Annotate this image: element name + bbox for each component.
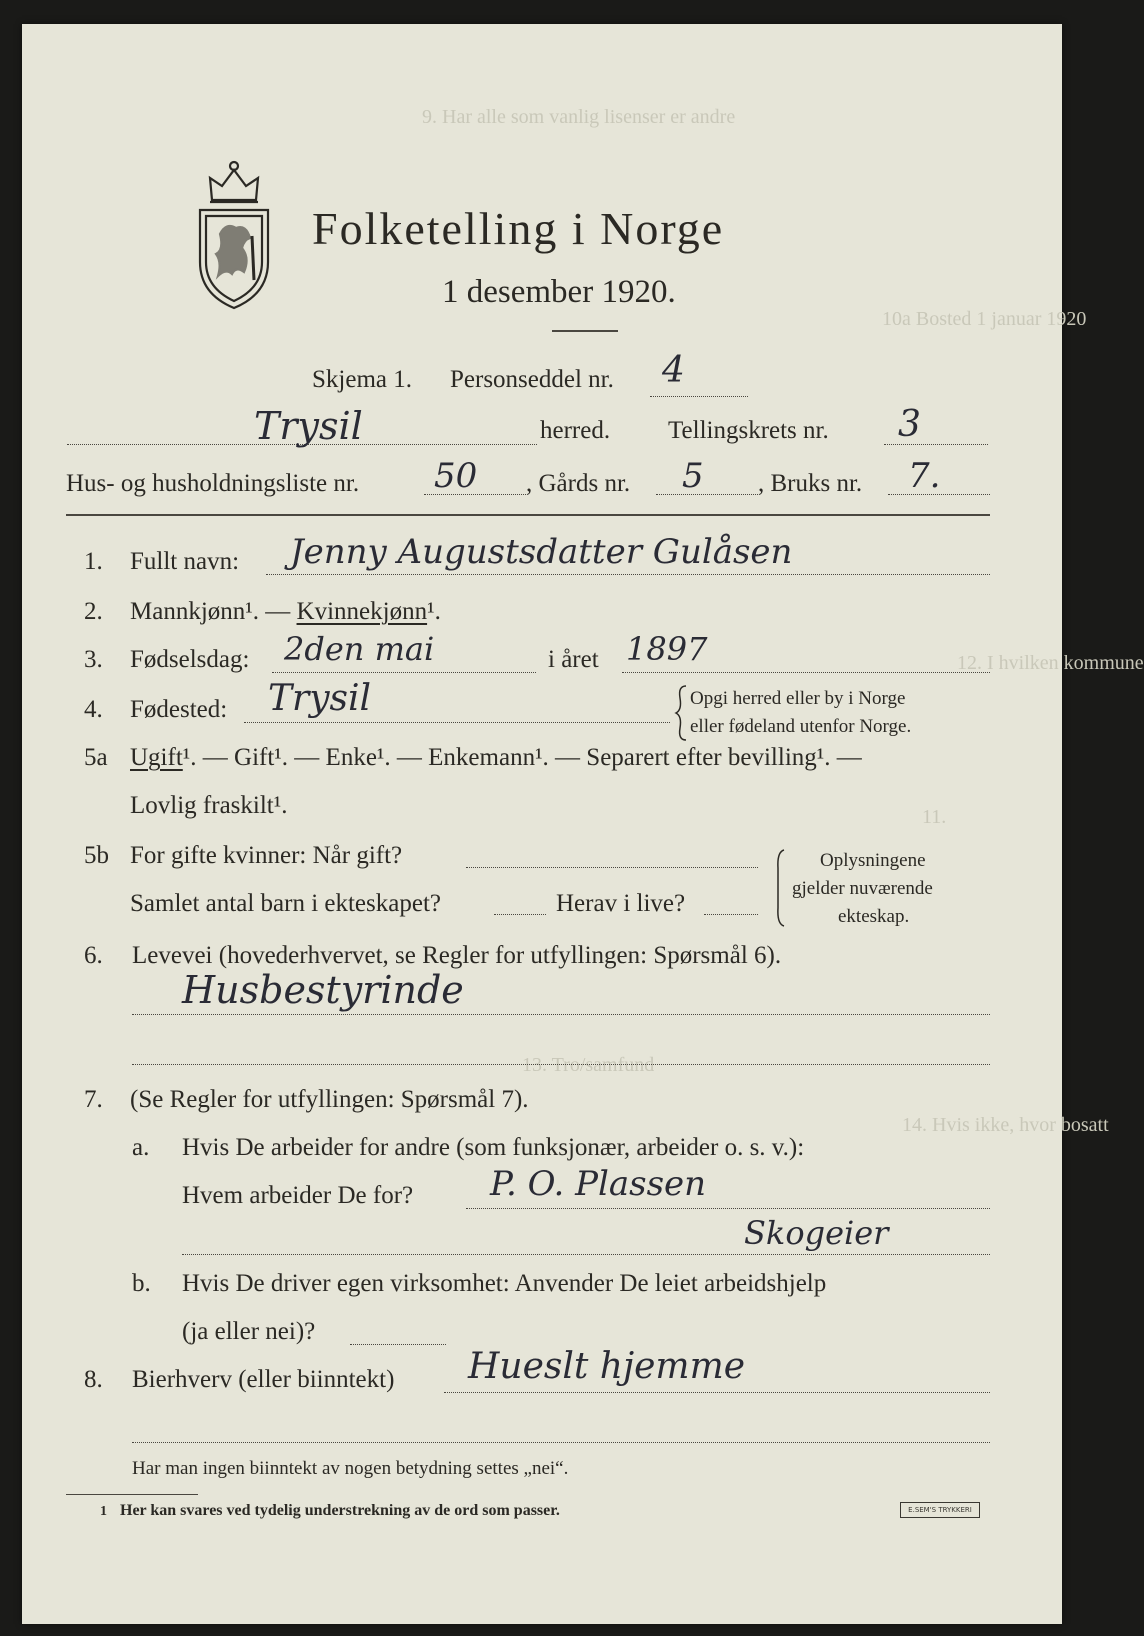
footnote-divider: [66, 1494, 198, 1495]
q8-label: Bierhverv (eller biinntekt): [132, 1366, 395, 1393]
employer-value[interactable]: P. O. Plassen: [490, 1164, 707, 1204]
year-label: i året: [548, 646, 599, 673]
female-option-underlined[interactable]: Kvinnekjønn: [296, 598, 428, 625]
section-divider: [66, 514, 990, 516]
side-income-value[interactable]: Hueslt hjemme: [468, 1346, 746, 1387]
q3-number: 3.: [84, 646, 103, 673]
printer-stamp: E.SEM'S TRYKKERI: [900, 1502, 980, 1518]
herred-value[interactable]: Trysil: [254, 404, 363, 448]
q1-number: 1.: [84, 548, 103, 575]
q6-label: Levevei (hovederhvervet, se Regler for utfyllingen: Spørsmål 6).: [132, 942, 782, 969]
divorced-option[interactable]: Lovlig fraskilt¹.: [130, 792, 288, 819]
q7b-line2: (ja eller nei)?: [182, 1318, 316, 1345]
gards-label: , Gårds nr.: [526, 470, 631, 497]
q7a-letter: a.: [132, 1134, 150, 1161]
q7a-line1: Hvis De arbeider for andre (som funksjonær, arbeider o. s. v.):: [182, 1134, 805, 1161]
q5b-note-1: Oplysningene: [820, 850, 926, 871]
page-title: Folketelling i Norge: [312, 203, 725, 254]
bleed-text-6: 14. Hvis ikke, hvor bosatt: [902, 1114, 1109, 1136]
q7b-line1: Hvis De driver egen virksomhet: Anvender De leiet arbeidshjelp: [182, 1270, 827, 1297]
bruks-value[interactable]: 7.: [908, 456, 941, 496]
birthplace-value[interactable]: Trysil: [268, 678, 372, 719]
marital-options[interactable]: ¹. — Gift¹. — Enke¹. — Enkemann¹. — Separert efter bevilling¹. —: [182, 744, 862, 771]
birthplace-note-1: Opgi herred eller by i Norge: [690, 688, 906, 709]
q5b-note-3: ekteskap.: [838, 906, 910, 927]
q7-number: 7.: [84, 1086, 103, 1113]
q5b-note-2: gjelder nuværende: [792, 878, 933, 899]
employer-title-value[interactable]: Skogeier: [744, 1214, 889, 1252]
q7b-letter: b.: [132, 1270, 151, 1297]
hus-value[interactable]: 50: [434, 456, 478, 496]
personseddel-value[interactable]: 4: [662, 350, 685, 391]
personseddel-label: Personseddel nr.: [450, 366, 614, 393]
skjema-label: Skjema 1.: [312, 366, 412, 393]
full-name-value[interactable]: Jenny Augustsdatter Gulåsen: [290, 532, 793, 572]
hus-label: Hus- og husholdningsliste nr.: [66, 470, 360, 497]
q2-number: 2.: [84, 598, 103, 625]
census-date: 1 desember 1920.: [442, 274, 676, 310]
footnote-number: 1: [100, 1504, 107, 1519]
gards-value[interactable]: 5: [682, 456, 704, 496]
bleed-text-1: 9. Har alle som vanlig lisenser er andre: [422, 106, 736, 128]
census-form: 9. Har alle som vanlig lisenser er andre 10a Bosted 1 januar 1920 11. 12. I hvilken kommune 13. Tro/samfund 14. Hvis ikke, hvor bosatt Folketelling i Norge 1 desember 1920. Skjema 1. Personseddel nr. 4 Trysil herred. Tellingskrets nr. 3 Hus- og husholdningsliste nr. 50 , Gårds nr. 5 , Bruks nr. 7. 1. Fullt navn: Jenny Augustsdatter Gulåsen 2. Mannkjønn¹. — Kvinnekjønn¹. 3. Fødselsdag: 2den mai i året 1897 4. Fødested: Trysil Opgi herred eller by i Norge eller fødeland utenfor Norge. 5a Ugift¹. — Gift¹. — Enke¹. — Enkemann¹. — Separert efter bevilling¹. — Lovlig fraskilt¹. 5b For gifte kvinner: Når gift? Samlet antal barn i ekteskapet? Herav i live? Oplysningene gjelder nuværende ekteskap. 6. Levevei (hovederhvervet, se Regler for utfyllingen: Spørsmål 6). Husbestyrinde 7. (Se Regler for utfyllingen: Spørsmål 7). a. Hvis De arbeider for andre (som funksjonær, arbeider o. s. v.): Hvem arbeider De for? P. O. Plassen Skogeier b. Hvis De driver egen virksomhet: Anvender De leiet arbeidshjelp (ja eller nei)? 8. Bierhverv (eller biinntekt) Hueslt hjemme Har man ingen biinntekt av nogen betydning settes „nei“. 1 Her kan svares ved tydelig understrekning av de ord som passer. E.SEM'S TRYKKERI: [22, 24, 1062, 1624]
unmarried-option-underlined[interactable]: Ugift: [130, 744, 183, 771]
bleed-text-2: 10a Bosted 1 januar 1920: [882, 308, 1087, 330]
q5b-line1: For gifte kvinner: Når gift?: [130, 842, 403, 869]
coat-of-arms-icon: [192, 158, 276, 310]
tellingskrets-value[interactable]: 3: [898, 404, 921, 445]
bleed-text-3: 11.: [922, 806, 947, 828]
birth-year-value[interactable]: 1897: [626, 630, 708, 668]
brace-icon: [774, 848, 786, 928]
title-divider: [552, 330, 618, 332]
q7-label: (Se Regler for utfyllingen: Spørsmål 7).: [130, 1086, 529, 1113]
occupation-value[interactable]: Husbestyrinde: [182, 968, 464, 1012]
footnote-text: Her kan svares ved tydelig understrekning av de ord som passer.: [120, 1502, 560, 1519]
q5b-children-label: Samlet antal barn i ekteskapet?: [130, 890, 441, 917]
bleed-text-4: 12. I hvilken kommune: [957, 652, 1144, 674]
q5a-number: 5a: [84, 744, 108, 771]
bleed-text-5: 13. Tro/samfund: [522, 1054, 655, 1076]
herred-label: herred.: [540, 417, 611, 444]
tellingskrets-label: Tellingskrets nr.: [668, 417, 829, 444]
q8-number: 8.: [84, 1366, 103, 1393]
q7a-line2: Hvem arbeider De for?: [182, 1182, 414, 1209]
q4-number: 4.: [84, 696, 103, 723]
birthplace-note-2: eller fødeland utenfor Norge.: [690, 716, 912, 737]
q5b-alive-label: Herav i live?: [556, 890, 686, 917]
q3-label: Fødselsdag:: [130, 646, 250, 673]
footer-note: Har man ingen biinntekt av nogen betydning settes „nei“.: [132, 1458, 569, 1479]
q4-label: Fødested:: [130, 696, 228, 723]
bruks-label: , Bruks nr.: [758, 470, 863, 497]
male-option[interactable]: Mannkjønn¹.: [130, 598, 260, 625]
brace-icon: [674, 684, 688, 742]
q5b-number: 5b: [84, 842, 109, 869]
q6-number: 6.: [84, 942, 103, 969]
birthday-value[interactable]: 2den mai: [284, 630, 435, 668]
q1-label: Fullt navn:: [130, 548, 240, 575]
